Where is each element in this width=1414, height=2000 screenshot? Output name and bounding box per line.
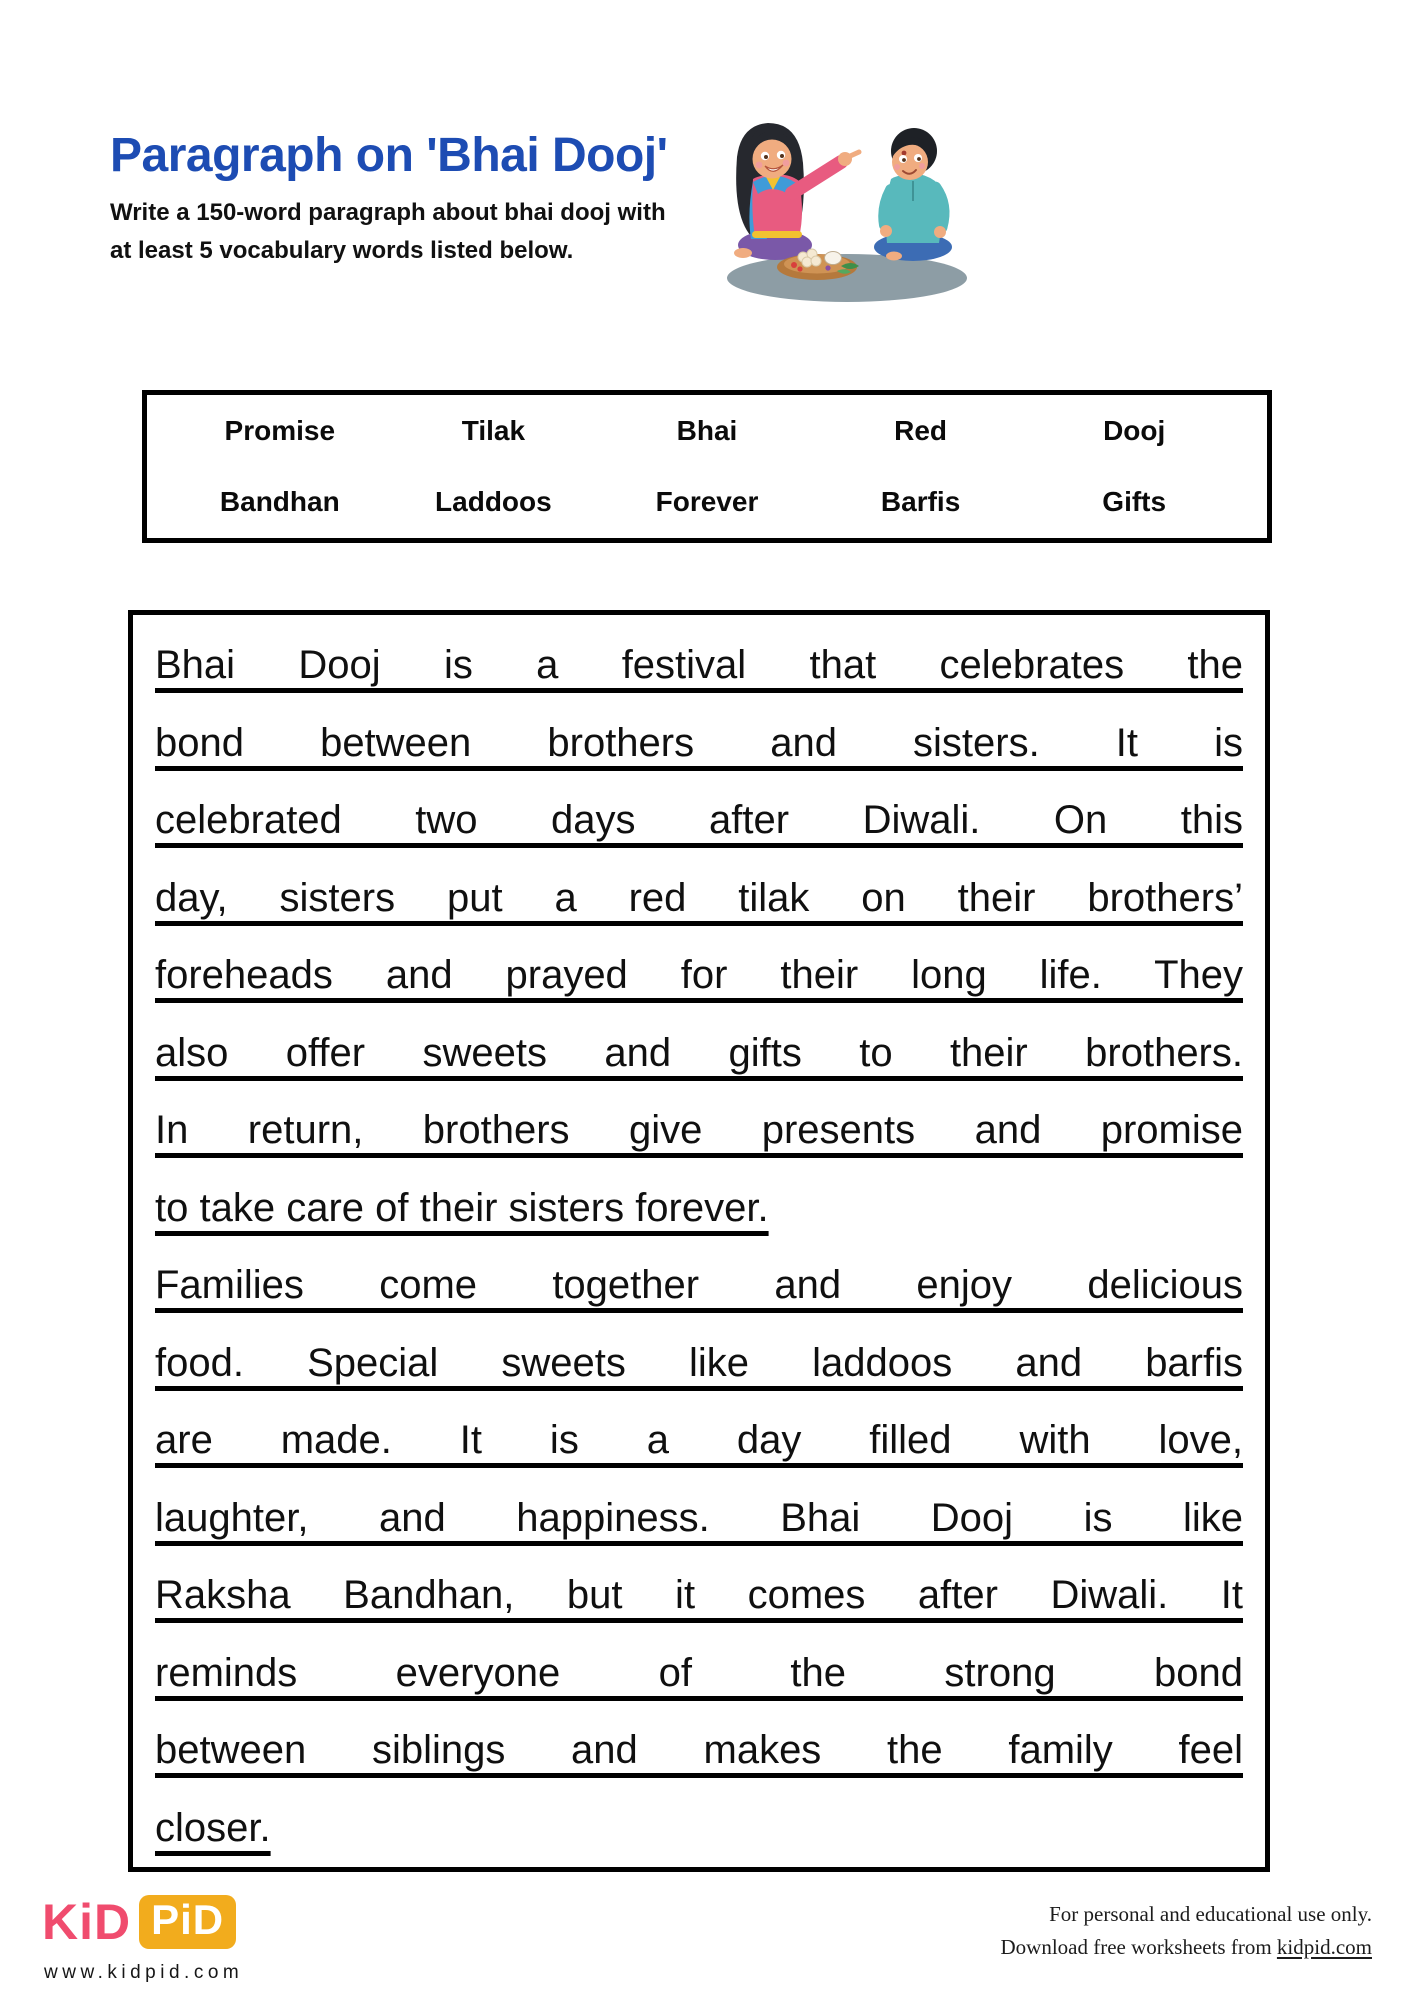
instruction-text: [110, 194, 710, 270]
brother-figure: [874, 128, 952, 261]
paragraph-line: bond between brothers and sisters. It is: [155, 720, 1243, 765]
paragraph-line: to take care of their sisters forever.: [155, 1185, 769, 1230]
vocabulary-word: Promise: [224, 414, 336, 446]
paragraph-line: day, sisters put a red tilak on their brothers’: [155, 875, 1243, 920]
usage-note: [1001, 1898, 1373, 1964]
vocabulary-word: Laddoos: [435, 486, 552, 518]
page-title: Paragraph on 'Bhai Dooj': [110, 129, 668, 182]
kidpid-logo: [42, 1893, 236, 1951]
vocabulary-word: Dooj: [1103, 414, 1166, 446]
usage-note-line-1: For personal and educational use only.: [1049, 1902, 1372, 1926]
vocabulary-word: Bhai: [676, 414, 738, 446]
vocabulary-word: Forever: [655, 486, 759, 518]
vocabulary-word: Bandhan: [219, 486, 340, 518]
vocabulary-word: Gifts: [1102, 486, 1167, 518]
vocabulary-box: [142, 390, 1272, 543]
paragraph-line: Families come together and enjoy delicious: [155, 1263, 1243, 1307]
usage-note-line-2-prefix: Download free worksheets from: [1000, 1935, 1277, 1959]
paragraph-line: reminds everyone of the strong bond: [155, 1650, 1243, 1695]
paragraph-lines: [155, 627, 1243, 1867]
logo-kid-text: KiD: [42, 1894, 132, 1950]
vocabulary-grid: [147, 395, 1267, 538]
paragraph-line: Raksha Bandhan, but it comes after Diwali. It: [155, 1573, 1243, 1617]
paragraph-line: between siblings and makes the family feel: [155, 1728, 1243, 1772]
paragraph-line: In return, brothers give presents and promise: [155, 1108, 1243, 1152]
paragraph-line: food. Special sweets like laddoos and barfis: [155, 1340, 1243, 1385]
paragraph-line: foreheads and prayed for their long life. They: [155, 953, 1243, 997]
paragraph-line: also offer sweets and gifts to their brothers.: [155, 1030, 1243, 1075]
paragraph-line: laughter, and happiness. Bhai Dooj is like: [155, 1495, 1243, 1540]
paragraph-line: celebrated two days after Diwali. On this: [155, 798, 1243, 842]
bhai-dooj-illustration: [695, 95, 995, 305]
sister-figure: [734, 123, 859, 260]
paragraph-line: closer.: [155, 1805, 271, 1850]
illustration-svg: [695, 95, 995, 305]
instruction-line-2: at least 5 vocabulary words listed below.: [110, 237, 574, 264]
kidpid-link[interactable]: kidpid.com: [1276, 1935, 1372, 1959]
paragraph-line: are made. It is a day filled with love,: [155, 1418, 1243, 1462]
website-url: www.kidpid.com: [44, 1962, 244, 1983]
usage-note-line-2: [1001, 1931, 1373, 1964]
paragraph-line: Bhai Dooj is a festival that celebrates the: [155, 643, 1243, 687]
vocabulary-word: Tilak: [461, 414, 526, 446]
vocabulary-word: Barfis: [880, 486, 961, 518]
instruction-line-1: Write a 150-word paragraph about bhai dooj with: [110, 199, 666, 226]
paragraph-box: [128, 610, 1270, 1872]
vocabulary-word: Red: [894, 414, 948, 446]
logo-pid-badge: PiD: [139, 1895, 236, 1949]
